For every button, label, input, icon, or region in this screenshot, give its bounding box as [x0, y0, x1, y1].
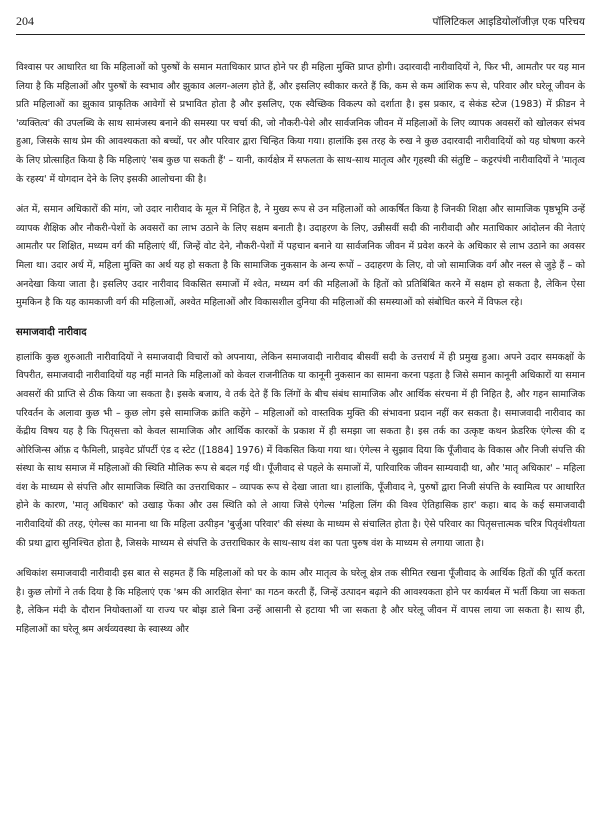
body-paragraph: अंत में, समान अधिकारों की मांग, जो उदार नारीवाद के मूल में निहित है, ने मुख्य रूप से उन महिलाओं को आकर्षित किया है जिनकी शिक्षा और सामाजिक पृष्ठभूमि उन्हें व्यापक शैक्षिक और नौकरी-पेशों के अवसरों का लाभ उठाने के लिए सक्षम बनाती है। उदाहरण के लिए, उन्नीसवीं सदी की नारीवादी और मताधिकार आंदोलन की नेताएं आमतौर पर शिक्षित, मध्यम वर्ग की महिलाएं थीं, जिन्हें वोट देने, नौकरी-पेशों में पहचान बनाने या सार्वजनिक जीवन में प्रवेश करने के अधिकार से लाभ उठाने का अवसर मिला था। उदार अर्थ में, महिला मुक्ति का अर्थ यह हो सकता है कि सामाजिक नुकसान के अन्य रूपों – उदाहरण के लिए, वो जो सामाजिक वर्ग और नस्ल से जुड़े हैं – को अनदेखा किया जाता है। इसलिए उदार नारीवाद विकसित समाजों में श्वेत, मध्यम वर्ग की महिलाओं के हितों को प्रतिबिंबित करने में सक्षम हो सकता है, लेकिन ऐसा मुमकिन है कि यह कामकाजी वर्ग की महिलाओं, अश्वेत महिलाओं और विकासशील दुनिया की महिलाओं की समस्याओं को संबोधित करने में विफल रहे।	[16, 204, 585, 309]
body-paragraph: हालांकि कुछ शुरुआती नारीवादियों ने समाजवादी विचारों को अपनाया, लेकिन समाजवादी नारीवाद बीसवीं सदी के उत्तरार्ध में ही प्रमुख हुआ। अपने उदार समकक्षों के विपरीत, समाजवादी नारीवादियों यह नहीं मानते कि महिलाओं को केवल राजनीतिक या कानूनी नुकसान का सामना करना पड़ता है जिसे समान कानूनी अधिकारों या समान अवसरों की प्राप्ति से ठीक किया जा सकता है। इसके बजाय, वे तर्क देते हैं कि लिंगों के बीच संबंध सामाजिक और आर्थिक संरचना में ही निहित है, और गहन सामाजिक परिवर्तन के अलावा कुछ भी – कुछ लोग इसे सामाजिक क्रांति कहेंगे – महिलाओं को वास्तविक मुक्ति की संभावना प्रदान नहीं कर सकता है। समाजवादी नारीवाद का केंद्रीय विषय यह है कि पितृसत्ता को केवल सामाजिक और आर्थिक कारकों के प्रकाश में ही समझा जा सकता है। इस तर्क का उत्कृष्ट कथन फ्रेडरिक एंगेल्स की द ओरिजिन्स ऑफ़ द फैमिली, प्राइवेट प्रॉपर्टी एंड द स्टेट ([1884] 1976) में विकसित किया गया था। एंगेल्स ने सुझाव दिया कि पूँजीवाद के विकास और निजी संपत्ति की संस्था के साथ समाज में महिलाओं की स्थिति मौलिक रूप से बदल गई थी। पूँजीवाद से पहले के समाजों में, पारिवारिक जीवन साम्यवादी था, और 'मातृ अधिकार' – महिला वंश के माध्यम से संपत्ति और सामाजिक स्थिति का उत्तराधिकार – व्यापक रूप से देखा जाता था। हालांकि, पूँजीवाद ने, पुरुषों द्वारा निजी संपत्ति के स्वामित्व पर आधारित होने के कारण, 'मातृ अधिकार' को उखाड़ फेंका और उस स्थिति को ले आया जिसे एंगेल्स 'महिला लिंग की विश्व ऐतिहासिक हार' कहा। बाद के कई समाजवादी नारीवादियों की तरह, एंगेल्स का मानना था कि महिला उत्पीड़न 'बुर्जुआ परिवार' की संस्था के माध्यम से संचालित होता है। ऐसे परिवार का पितृसत्तात्मक चरित्र पितृवंशीयता की प्रथा द्वारा सुनिश्चित होता है, जिसके माध्यम से संपत्ति के उत्तराधिकार के साथ-साथ वंश का पता पुरुष वंश के माध्यम से लगाया जाता है।	[16, 351, 585, 549]
page-number: 204	[16, 14, 34, 28]
book-title: पॉलिटिकल आइडियोलॉजीज़ एक परिचय	[432, 16, 585, 28]
body-paragraph: अधिकांश समाजवादी नारीवादी इस बात से सहमत हैं कि महिलाओं को घर के काम और मातृत्व के घरेलू क्षेत्र तक सीमित रखना पूँजीवाद के आर्थिक हितों की पूर्ति करता है। कुछ लोगों ने तर्क दिया है कि महिलाएं एक 'श्रम की आरक्षित सेना' का गठन करती हैं, जिन्हें उत्पादन बढ़ाने की आवश्यकता होने पर कार्यबल में भर्ती किया जा सकता है, लेकिन मंदी के दौरान नियोक्ताओं या राज्य पर बोझ डाले बिना उन्हें आसानी से हटाया भी जा सकता है और घरेलू जीवन में वापस लाया जा सकता है। साथ ही, महिलाओं का घरेलू श्रम अर्थव्यवस्था के स्वास्थ्य और	[16, 568, 585, 636]
running-header	[16, 14, 585, 35]
body-paragraph: विश्वास पर आधारित था कि महिलाओं को पुरुषों के समान मताधिकार प्राप्त होने पर ही महिला मुक्ति प्राप्त होगी। उदारवादी नारीवादियों ने, फिर भी, आमतौर पर यह मान लिया है कि महिलाओं और पुरुषों के स्वभाव और झुकाव अलग-अलग होते हैं, और इसलिए स्वीकार करते हैं कि, कम से कम आंशिक रूप से, परिवार और घरेलू जीवन के प्रति महिलाओं का झुकाव प्राकृतिक आवेगों से प्रभावित होता है और इसलिए, एक स्वैच्छिक विकल्प को दर्शाता है। इस प्रकार, द सेकंड स्टेज (1983) में फ्रीडन ने 'व्यक्तित्व' की उपलब्धि के साथ सामंजस्य बनाने की समस्या पर चर्चा की, जो नौकरी-पेशे और सार्वजनिक जीवन में महिलाओं के लिए व्यापक अवसरों को खोलकर संभव हुआ, जिसके साथ प्रेम की आवश्यकता को बच्चों, पर और परिवार द्वारा चिन्हित किया गया। हालांकि इस तरह के रुख ने कुछ उदारवादी नारीवादियों को यह घोषणा करने के लिए प्रोत्साहित किया है कि महिलाएं 'सब कुछ पा सकती हैं' – यानी, कार्यक्षेत्र में सफलता के साथ-साथ मातृत्व और गृहस्थी की संतुष्टि – कट्टरपंथी नारीवादियों ने 'मातृत्व के रहस्य' में योगदान देने के लिए इसकी आलोचना की है।	[16, 62, 585, 185]
page-body	[16, 59, 585, 640]
section-heading: समाजवादी नारीवाद	[16, 326, 87, 338]
